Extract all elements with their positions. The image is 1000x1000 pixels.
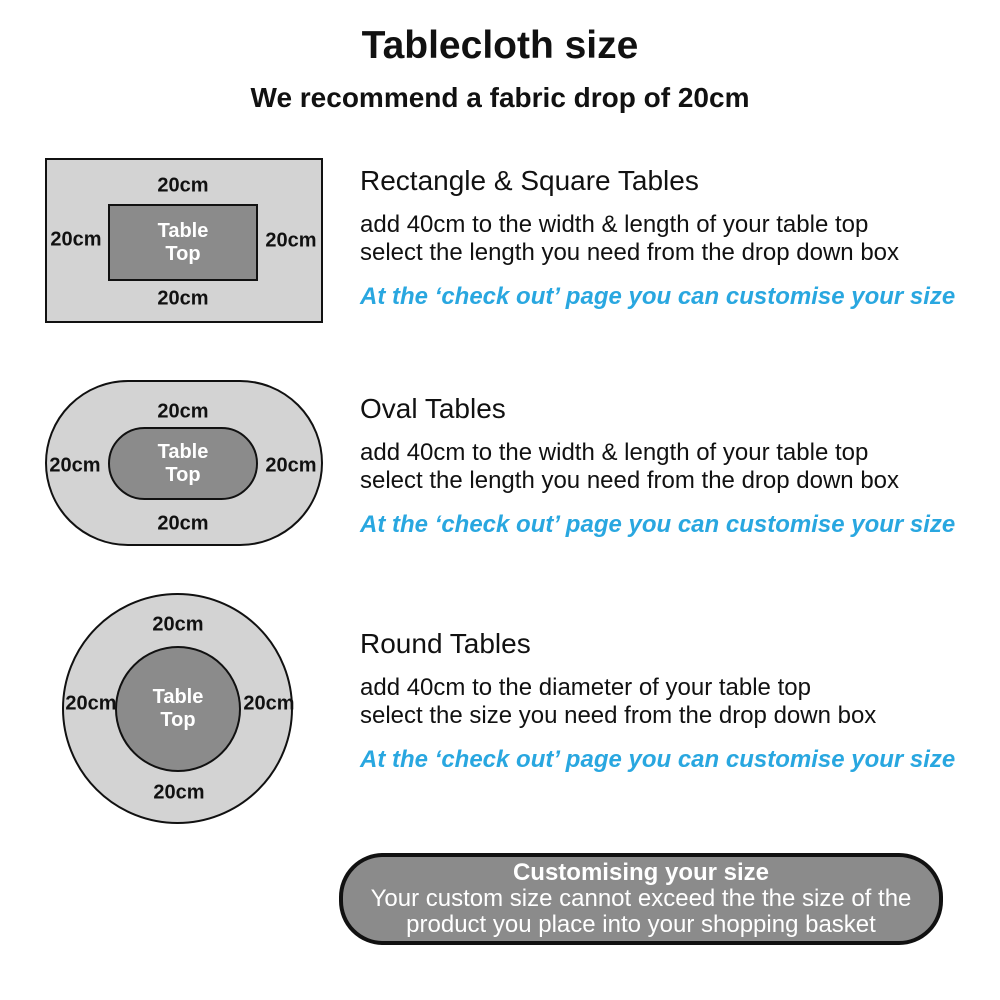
round-table-top-shape — [115, 646, 241, 772]
table-top-label: Table — [152, 686, 204, 708]
page-title: Tablecloth size — [361, 24, 639, 67]
section-body-line: select the length you need from the drop down box — [360, 467, 900, 494]
section-heading: Oval Tables — [360, 393, 506, 424]
section-body — [360, 674, 985, 730]
section-heading: Round Tables — [360, 628, 531, 659]
drop-label-right: 20cm — [243, 692, 295, 715]
drop-label-top: 20cm — [157, 174, 209, 197]
drop-label-top: 20cm — [152, 613, 204, 636]
section-body-line: select the length you need from the drop down box — [360, 239, 900, 266]
section-body-line: select the size you need from the drop down box — [360, 702, 877, 729]
drop-label-right: 20cm — [265, 454, 317, 477]
table-top-label: Top — [165, 242, 201, 265]
rectangle-table-top-shape — [108, 204, 258, 281]
section-rectangle-square — [360, 165, 985, 311]
section-body-line: add 40cm to the width & length of your table top — [360, 211, 869, 238]
table-top-label: Table — [157, 440, 209, 463]
drop-label-top: 20cm — [157, 400, 209, 423]
oval-table-top-shape — [108, 427, 258, 500]
table-top-label: Top — [165, 463, 201, 486]
checkout-customise-note: At the ‘check out’ page you can customise your size — [360, 511, 956, 538]
section-body-line: add 40cm to the width & length of your table top — [360, 439, 869, 466]
drop-label-bottom: 20cm — [153, 781, 205, 804]
drop-label-left: 20cm — [50, 228, 102, 251]
table-top-label: Table — [157, 219, 209, 242]
checkout-customise-note: At the ‘check out’ page you can customise your size — [360, 283, 956, 310]
section-body — [360, 211, 985, 267]
callout-heading: Customising your size — [512, 859, 770, 886]
section-body — [360, 439, 985, 495]
customising-size-callout — [339, 853, 943, 945]
section-body-line: add 40cm to the diameter of your table top — [360, 674, 811, 701]
table-top-label: Top — [160, 709, 196, 731]
drop-label-left: 20cm — [49, 454, 101, 477]
section-round — [360, 628, 985, 774]
drop-label-bottom: 20cm — [157, 512, 209, 535]
callout-body-line: Your custom size cannot exceed the the size of the — [370, 885, 912, 912]
section-oval — [360, 393, 985, 539]
section-heading: Rectangle & Square Tables — [360, 165, 699, 196]
checkout-customise-note: At the ‘check out’ page you can customise your size — [360, 746, 956, 773]
drop-label-left: 20cm — [65, 692, 117, 715]
drop-label-right: 20cm — [265, 229, 317, 252]
callout-body-line: product you place into your shopping basket — [406, 911, 876, 938]
drop-label-bottom: 20cm — [157, 287, 209, 310]
page-subtitle: We recommend a fabric drop of 20cm — [250, 82, 750, 113]
